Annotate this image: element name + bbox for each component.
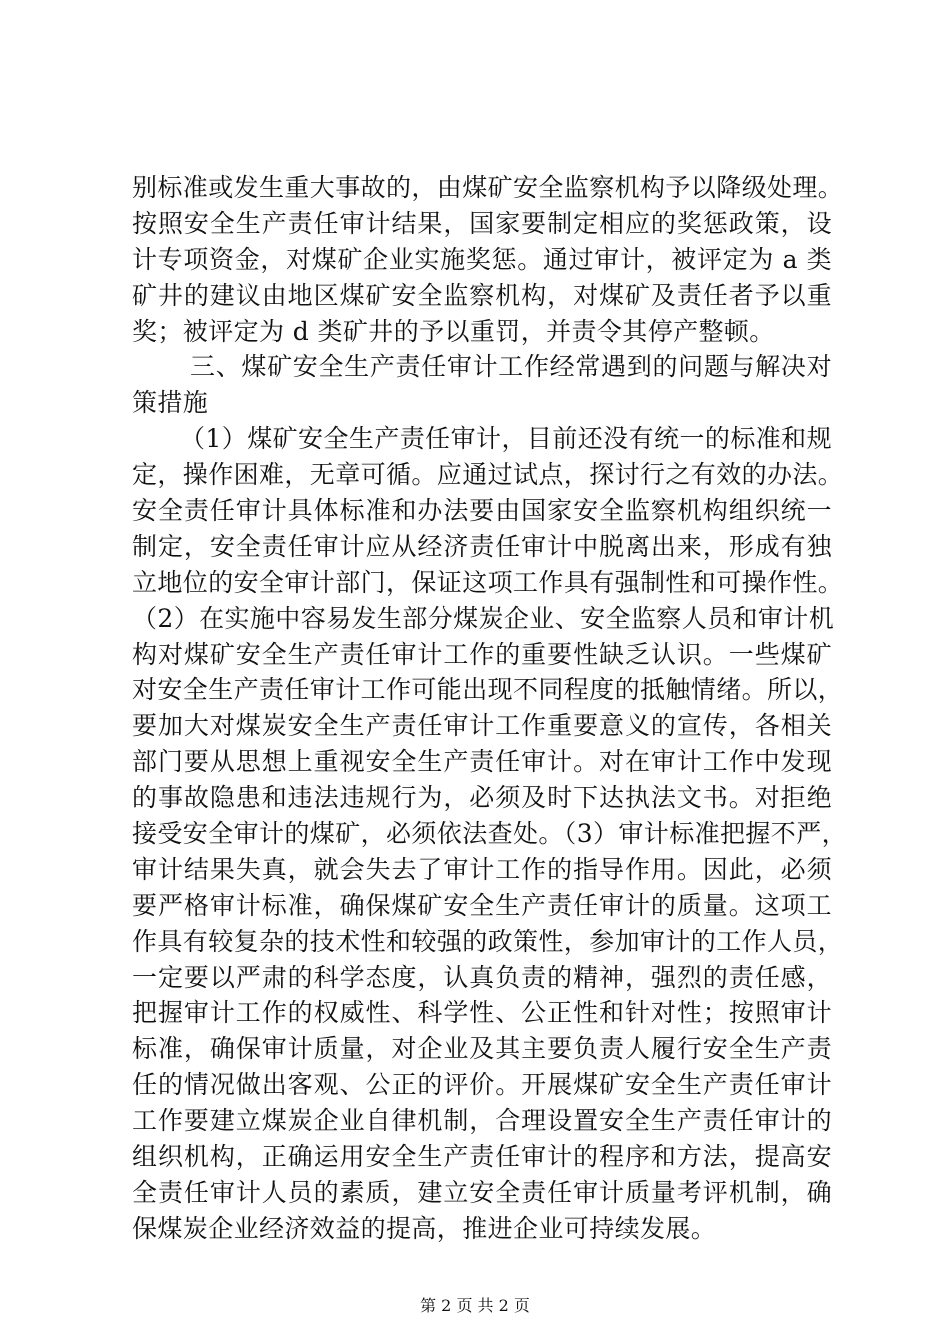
text-line: 按照安全生产责任审计结果，国家要制定相应的奖惩政策，设 — [132, 208, 832, 238]
text-line: 保煤炭企业经济效益的提高，推进企业可持续发展。 — [132, 1213, 717, 1243]
text-line: 接受安全审计的煤矿，必须依法查处。（3）审计标准把握不严， — [132, 819, 848, 849]
text-line: （2）在实施中容易发生部分煤炭企业、安全监察人员和审计机 — [132, 603, 835, 633]
text-line: 的事故隐患和违法违规行为，必须及时下达执法文书。对拒绝 — [132, 783, 832, 813]
text-line: 安全责任审计具体标准和办法要由国家安全监察机构组织统一 — [132, 496, 832, 526]
text-line: 任的情况做出客观、公正的评价。开展煤矿安全生产责任审计 — [132, 1070, 832, 1100]
text-line: 矿井的建议由地区煤矿安全监察机构，对煤矿及责任者予以重 — [132, 280, 832, 310]
text-line: 对安全生产责任审计工作可能出现不同程度的抵触情绪。所以， — [132, 675, 844, 705]
section-heading-line: 三、煤矿安全生产责任审计工作经常遇到的问题与解决对 — [190, 352, 832, 382]
text-line: 一定要以严肃的科学态度，认真负责的精神，强烈的责任感， — [132, 962, 832, 992]
text-line: 审计结果失真，就会失去了审计工作的指导作用。因此，必须 — [132, 854, 832, 884]
text-line: 部门要从思想上重视安全生产责任审计。对在审计工作中发现 — [132, 747, 832, 777]
text-line: （1）煤矿安全生产责任审计，目前还没有统一的标准和规 — [180, 424, 832, 454]
text-line: 制定，安全责任审计应从经济责任审计中脱离出来，形成有独 — [132, 531, 832, 561]
text-line: 把握审计工作的权威性、科学性、公正性和针对性；按照审计 — [132, 998, 832, 1028]
text-line: 立地位的安全审计部门，保证这项工作具有强制性和可操作性。 — [132, 567, 844, 597]
page-footer: 第 2 页 共 2 页 — [420, 1296, 530, 1315]
section-heading-line: 策措施 — [132, 388, 209, 418]
text-line: 别标准或发生重大事故的，由煤矿安全监察机构予以降级处理。 — [132, 173, 844, 202]
text-line: 组织机构，正确运用安全生产责任审计的程序和方法，提高安 — [132, 1142, 832, 1172]
text-line: 标准，确保审计质量，对企业及其主要负责人履行安全生产责 — [132, 1034, 832, 1064]
text-line: 工作要建立煤炭企业自律机制，合理设置安全生产责任审计的 — [132, 1106, 832, 1136]
text-line: 定，操作困难，无章可循。应通过试点，探讨行之有效的办法。 — [132, 460, 844, 490]
text-line: 计专项资金，对煤矿企业实施奖惩。通过审计，被评定为 a 类 — [132, 244, 832, 274]
text-line: 奖；被评定为 d 类矿井的予以重罚，并责令其停产整顿。 — [132, 316, 775, 346]
text-line: 构对煤矿安全生产责任审计工作的重要性缺乏认识。一些煤矿 — [132, 639, 832, 669]
text-line: 要严格审计标准，确保煤矿安全生产责任审计的质量。这项工 — [132, 890, 832, 920]
text-line: 全责任审计人员的素质，建立安全责任审计质量考评机制，确 — [132, 1177, 832, 1207]
text-line: 要加大对煤炭安全生产责任审计工作重要意义的宣传，各相关 — [132, 711, 832, 741]
text-line: 作具有较复杂的技术性和较强的政策性，参加审计的工作人员， — [132, 926, 844, 956]
document-body — [132, 170, 848, 1247]
